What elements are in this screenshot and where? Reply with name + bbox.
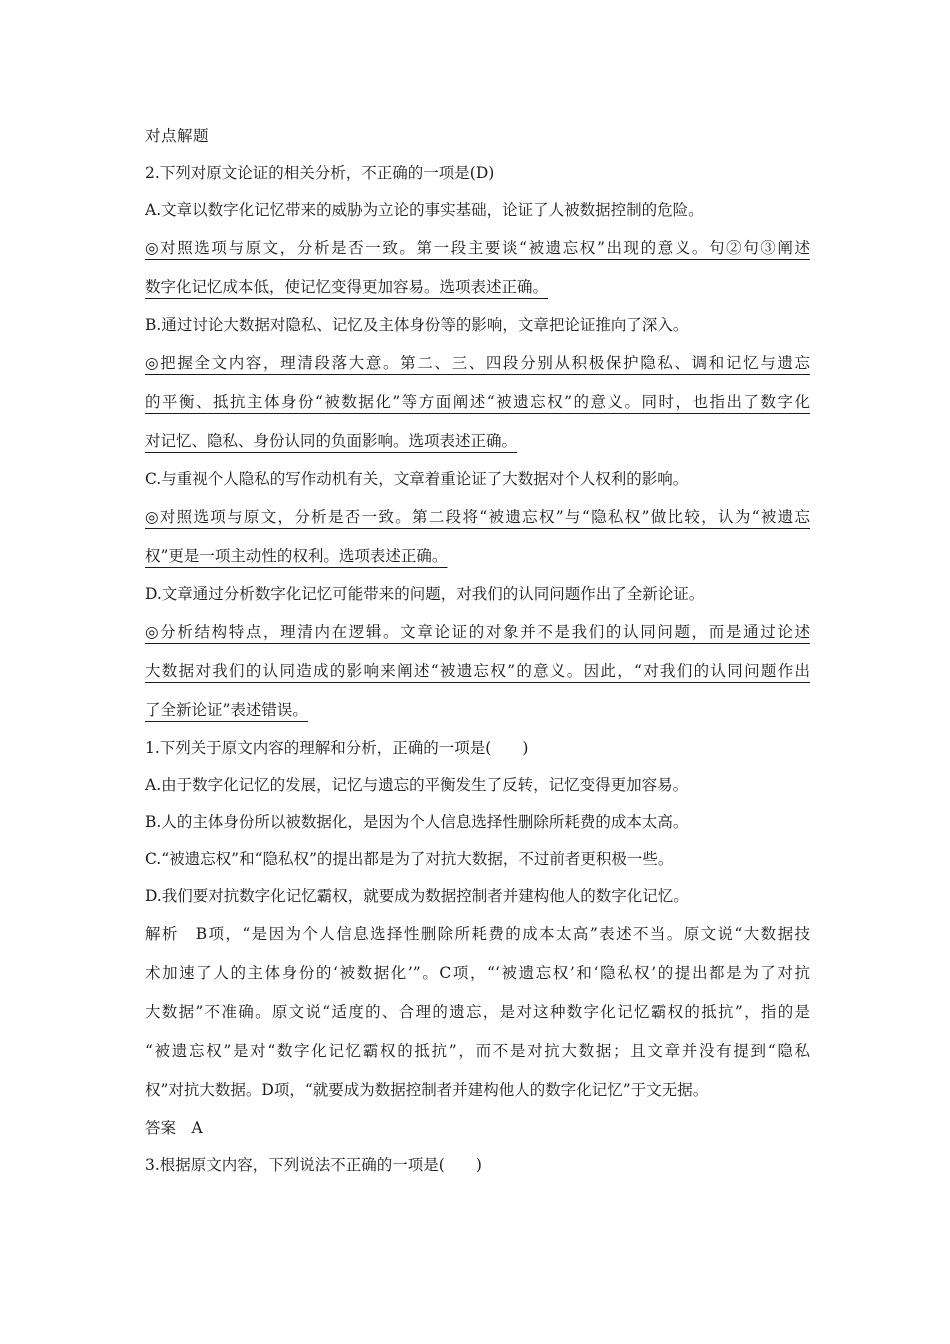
q1-analysis-line: 术加速了人的主体身份的‘被数据化’”。C项，“‘被遗忘权’和‘隐私权’的提出都是为了对抗 <box>145 964 810 982</box>
q2-d-note-line <box>145 691 810 730</box>
q1-analysis-line: 解析 B项，“是因为个人信息选择性删除所耗费的成本太高”表述不当。原文说“大数据技 <box>145 925 810 943</box>
q1-stem: 1.下列关于原文内容的理解和分析，正确的一项是( ) <box>145 739 529 757</box>
q2-a-note-text: ◎对照选项与原文，分析是否一致。第一段主要谈“被遗忘权”出现的意义。句②句③阐述 <box>145 239 810 257</box>
q2-b-note-line <box>145 422 810 461</box>
q2-c-note-text: ◎对照选项与原文，分析是否一致。第二段将“被遗忘权”与“隐私权”做比较，认为“被遗忘 <box>145 508 810 526</box>
q2-b-note-text: ◎把握全文内容，理清段落大意。第二、三、四段分别从积极保护隐私、调和记忆与遗忘 <box>145 354 810 372</box>
q2-a-note-line <box>145 268 810 307</box>
q2-b-note-line <box>145 383 810 422</box>
q1-option-a: A.由于数字化记忆的发展，记忆与遗忘的平衡发生了反转，记忆变得更加容易。 <box>145 776 689 794</box>
q2-b-note-line <box>145 344 810 383</box>
q1-analysis-line: 权”对抗大数据。D项，“就要成为数据控制者并建构他人的数字化记忆”于文无据。 <box>145 1081 709 1099</box>
q2-a-note-text: 数字化记忆成本低，使记忆变得更加容易。选项表述正确。 <box>145 278 549 296</box>
q2-d-note-line <box>145 613 810 652</box>
q1-option-b: B.人的主体身份所以被数据化，是因为个人信息选择性删除所耗费的成本太高。 <box>145 813 689 831</box>
q1-option-c: C.“被遗忘权”和“隐私权”的提出都是为了对抗大数据，不过前者更积极一些。 <box>145 850 674 868</box>
q2-a-note-line <box>145 229 810 268</box>
q2-d-note-line <box>145 652 810 691</box>
q2-b-note-text: 对记忆、隐私、身份认同的负面影响。选项表述正确。 <box>145 432 518 450</box>
q2-d-note-text: 大数据对我们的认同造成的影响来阐述“被遗忘权”的意义。因此，“对我们的认同问题作出 <box>145 662 810 680</box>
section-title: 对点解题 <box>145 127 210 145</box>
q2-option-b: B.通过讨论大数据对隐私、记忆及主体身份等的影响，文章把论证推向了深入。 <box>145 316 689 334</box>
q3-stem: 3.根据原文内容，下列说法不正确的一项是( ) <box>145 1156 482 1174</box>
document-body <box>145 118 810 1184</box>
q1-answer: 答案 A <box>145 1119 203 1137</box>
q2-c-note-line <box>145 498 810 537</box>
q2-c-note-line <box>145 537 810 576</box>
q2-stem: 2.下列对原文论证的相关分析，不正确的一项是(D) <box>145 164 495 182</box>
q2-b-note-text: 的平衡、抵抗主体身份“被数据化”等方面阐述“被遗忘权”的意义。同时，也指出了数字化 <box>145 393 810 411</box>
q2-option-c: C.与重视个人隐私的写作动机有关，文章着重论证了大数据对个人权利的影响。 <box>145 470 689 488</box>
q1-option-d: D.我们要对抗数字化记忆霸权，就要成为数据控制者并建构他人的数字化记忆。 <box>145 887 689 905</box>
q1-analysis-line: 大数据”不准确。原文说“适度的、合理的遗忘，是对这种数字化记忆霸权的抵抗”，指的是 <box>145 1003 810 1021</box>
q2-d-note-text: ◎分析结构特点，理清内在逻辑。文章论证的对象并不是我们的认同问题，而是通过论述 <box>145 623 810 641</box>
q2-c-note-text: 权”更是一项主动性的权利。选项表述正确。 <box>145 547 448 565</box>
q2-d-note-text: 了全新论证”表述错误。 <box>145 701 308 719</box>
q1-analysis-line: “被遗忘权”是对“数字化记忆霸权的抵抗”，而不是对抗大数据；且文章并没有提到“隐私 <box>145 1042 810 1060</box>
q2-option-a: A.文章以数字化记忆带来的威胁为立论的事实基础，论证了人被数据控制的危险。 <box>145 201 704 219</box>
q2-option-d: D.文章通过分析数字化记忆可能带来的问题，对我们的认同问题作出了全新论证。 <box>145 585 705 603</box>
